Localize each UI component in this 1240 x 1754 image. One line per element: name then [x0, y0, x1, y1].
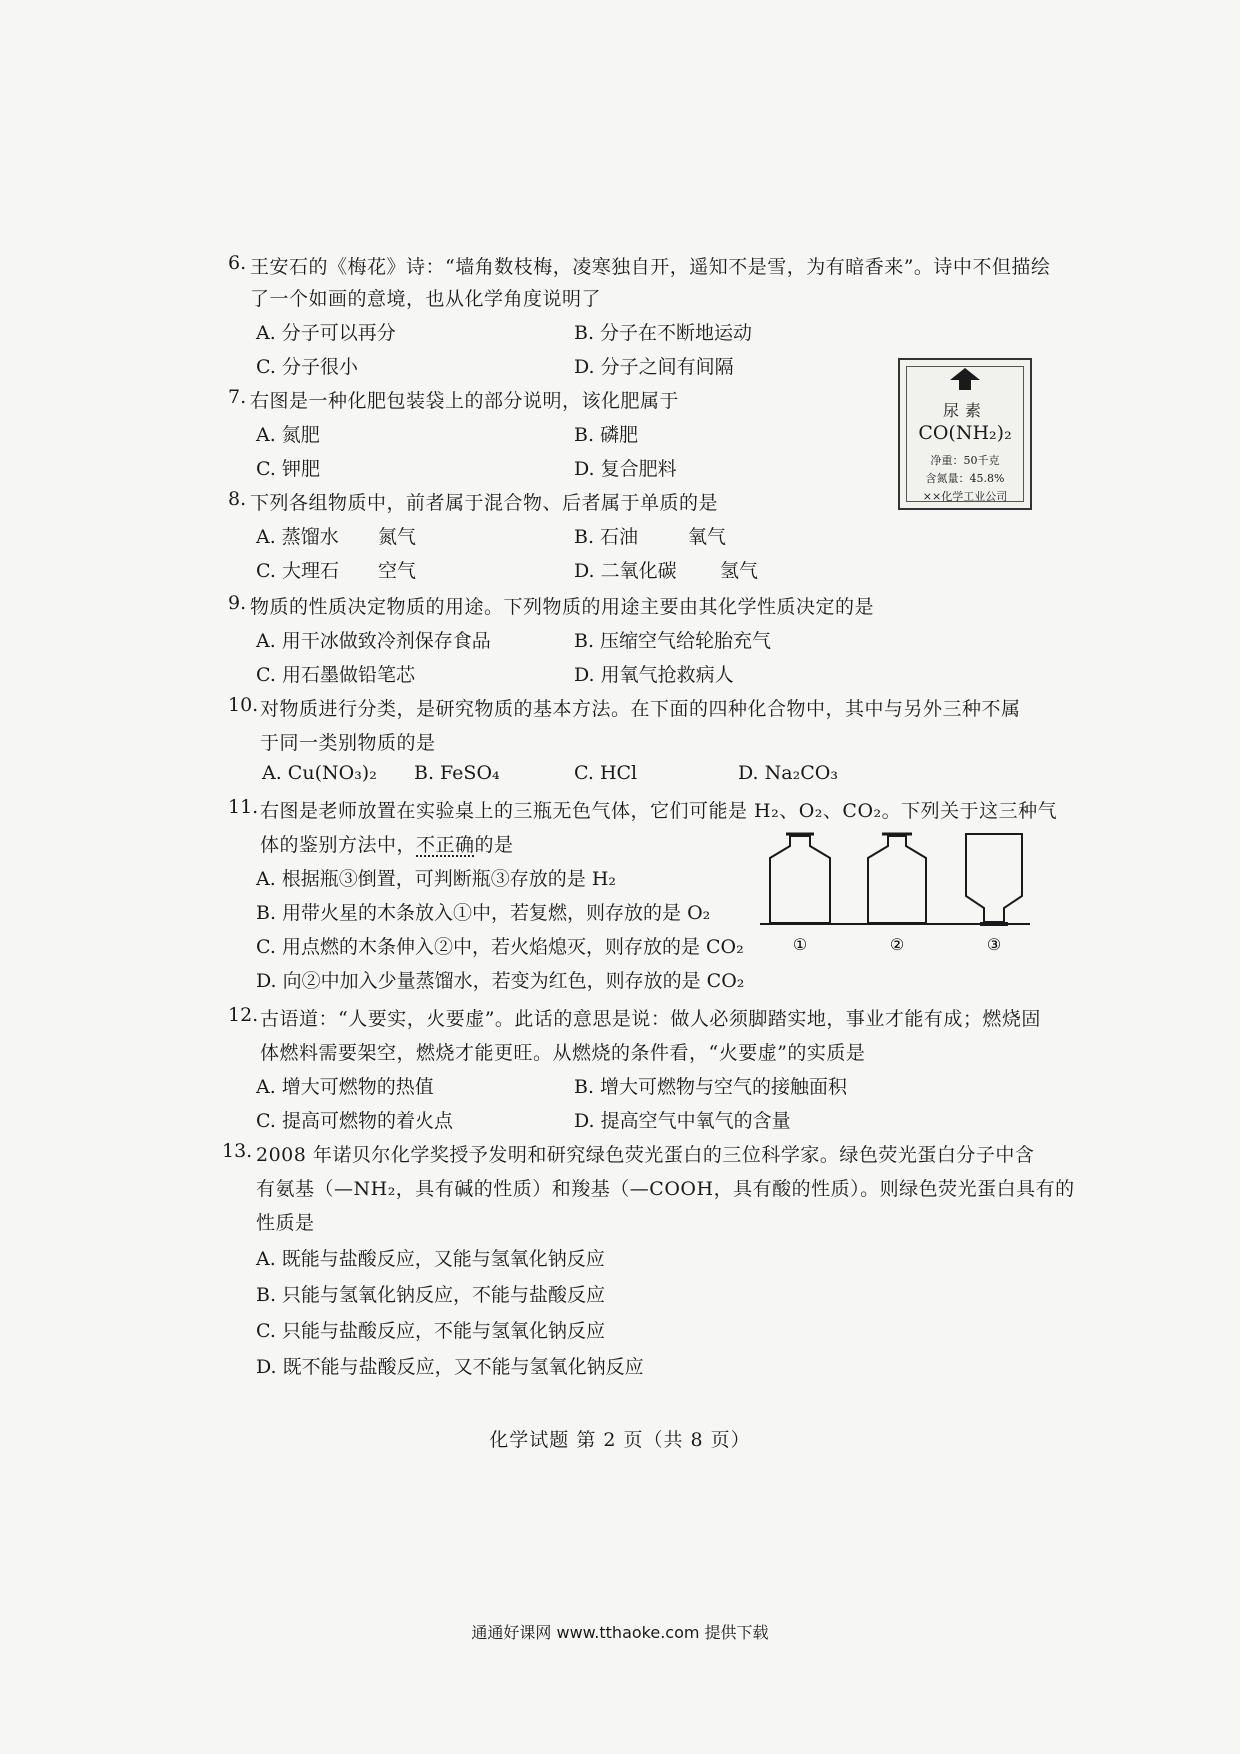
option-c: C. 分子很小 [256, 356, 358, 378]
question-text: 古语道：“人要实，火要虚”。此话的意思是说：做人必须脚踏实地，事业才能有成；燃烧固 [260, 1008, 1041, 1030]
label-name: 尿素 [942, 401, 987, 420]
question-text: 2008 年诺贝尔化学奖授予发明和研究绿色荧光蛋白的三位科学家。绿色荧光蛋白分子中含 [256, 1144, 1035, 1166]
emphasis-text: 不正确 [416, 834, 475, 856]
option-a: A. 蒸馏水 [256, 526, 339, 548]
question-text: 右图是老师放置在实验桌上的三瓶无色气体，它们可能是 H₂、O₂、CO₂。下列关于这三种气 [260, 800, 1058, 822]
option-a: A. Cu(NO₃)₂ [262, 762, 377, 784]
question-text: 了一个如画的意境，也从化学角度说明了 [250, 288, 602, 310]
fertilizer-label-figure [898, 358, 1032, 510]
question-text: 物质的性质决定物质的用途。下列物质的用途主要由其化学性质决定的是 [250, 596, 875, 618]
option-c: C. 用石墨做铅笔芯 [256, 664, 415, 686]
option-a: A. 用干冰做致冷剂保存食品 [256, 630, 491, 652]
option-a-second: 氮气 [378, 526, 417, 548]
download-note: 通通好课网 www.tthaoke.com 提供下载 [471, 1623, 769, 1642]
option-d: D. 提高空气中氧气的含量 [574, 1110, 791, 1132]
option-c: C. 钾肥 [256, 458, 320, 480]
option-b: B. 石油 [574, 526, 639, 548]
option-c: C. 提高可燃物的着火点 [256, 1110, 453, 1132]
question-number: 9. [228, 592, 247, 614]
question-number: 10. [228, 694, 259, 716]
option-b: B. 分子在不断地运动 [574, 322, 753, 344]
page-footer: 化学试题 第 2 页（共 8 页） [489, 1429, 751, 1451]
option-d: D. Na₂CO₃ [738, 762, 838, 784]
question-text: 于同一类别物质的是 [260, 732, 436, 754]
question-number: 7. [228, 386, 247, 408]
option-c: C. HCl [574, 762, 638, 784]
option-b: B. 磷肥 [574, 424, 639, 446]
option-a: A. 既能与盐酸反应，又能与氢氧化钠反应 [256, 1248, 605, 1270]
bottle-1 [770, 836, 830, 923]
question-text-part: 体的鉴别方法中， [260, 834, 417, 856]
question-text: 王安石的《梅花》诗：“墙角数枝梅，凌寒独自开，遥知不是雪，为有暗香来”。诗中不但描绘 [250, 256, 1051, 278]
option-d: D. 二氧化碳 [574, 560, 677, 582]
bottle-label-3: ③ [986, 935, 1002, 954]
option-c: C. 大理石 [256, 560, 339, 582]
question-text [260, 830, 514, 857]
question-text: 右图是一种化肥包装袋上的部分说明，该化肥属于 [250, 390, 680, 412]
gas-bottles-figure [760, 828, 1030, 956]
option-b: B. 压缩空气给轮胎充气 [574, 630, 772, 652]
label-nitrogen: 含氮量：45.8% [925, 472, 1005, 485]
bottle-label-1: ① [792, 935, 808, 954]
question-number: 11. [228, 796, 259, 818]
label-formula: CO(NH₂)₂ [918, 422, 1012, 444]
option-b: B. 用带火星的木条放入①中，若复燃，则存放的是 O₂ [256, 902, 711, 924]
bottle-label-2: ② [889, 935, 905, 954]
option-b-second: 氧气 [688, 526, 727, 548]
option-b: B. 增大可燃物与空气的接触面积 [574, 1076, 848, 1098]
option-d: D. 向②中加入少量蒸馏水，若变为红色，则存放的是 CO₂ [256, 970, 745, 992]
option-a: A. 增大可燃物的热值 [256, 1076, 434, 1098]
option-d: D. 分子之间有间隔 [574, 356, 734, 378]
option-a: A. 根据瓶③倒置，可判断瓶③存放的是 H₂ [256, 868, 617, 890]
question-text: 性质是 [256, 1212, 315, 1234]
option-a: A. 氮肥 [256, 424, 320, 446]
option-c: C. 只能与盐酸反应，不能与氢氧化钠反应 [256, 1320, 605, 1342]
option-d: D. 用氧气抢救病人 [574, 664, 734, 686]
question-number: 6. [228, 252, 247, 274]
question-number: 8. [228, 488, 247, 510]
question-text: 对物质进行分类，是研究物质的基本方法。在下面的四种化合物中，其中与另外三种不属 [260, 698, 1021, 720]
option-d-second: 氢气 [720, 560, 759, 582]
question-text: 下列各组物质中，前者属于混合物、后者属于单质的是 [250, 492, 719, 514]
bottle-3-inverted [966, 834, 1022, 922]
label-weight: 净重：50千克 [930, 454, 1000, 467]
up-arrow-icon [950, 368, 980, 390]
option-c: C. 用点燃的木条伸入②中，若火焰熄灭，则存放的是 CO₂ [256, 936, 744, 958]
question-text-part: 的是 [474, 834, 514, 856]
label-company: ××化学工业公司 [922, 490, 1008, 503]
question-text: 体燃料需要架空，燃烧才能更旺。从燃烧的条件看，“火要虚”的实质是 [260, 1042, 866, 1064]
option-b: B. 只能与氢氧化钠反应，不能与盐酸反应 [256, 1284, 606, 1306]
question-text: 有氨基（—NH₂，具有碱的性质）和羧基（—COOH，具有酸的性质）。则绿色荧光蛋白具有的 [256, 1178, 1075, 1200]
option-a: A. 分子可以再分 [256, 322, 396, 344]
question-number: 13. [222, 1140, 253, 1162]
option-c-second: 空气 [378, 560, 417, 582]
question-number: 12. [228, 1004, 259, 1026]
bottle-2 [868, 836, 926, 923]
option-b: B. FeSO₄ [414, 762, 500, 784]
option-d: D. 复合肥料 [574, 458, 677, 480]
option-d: D. 既不能与盐酸反应，又不能与氢氧化钠反应 [256, 1356, 644, 1378]
